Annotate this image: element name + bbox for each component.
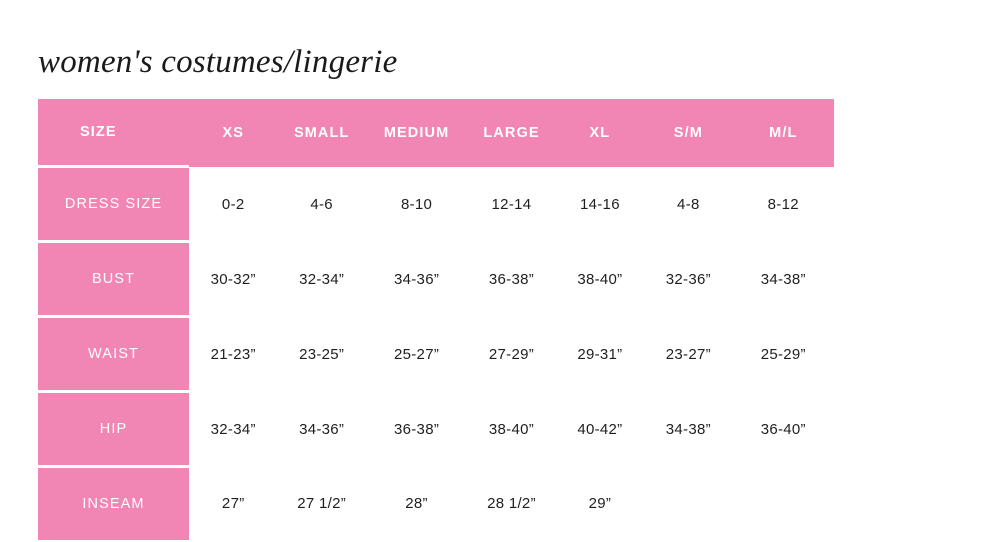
- cell-waist-small: 23-25”: [299, 345, 345, 363]
- cell-dress-size-xl: 14-16: [579, 195, 620, 213]
- cell-dress-size-small: 4-6: [310, 195, 333, 213]
- cell-inseam-sm: [644, 467, 732, 541]
- table-row: [38, 167, 834, 242]
- cell-inseam-large: 28 1/2”: [487, 494, 536, 512]
- cell-inseam-medium: 28”: [405, 494, 428, 512]
- cell-hip-large: 38-40”: [488, 420, 535, 438]
- column-header-large: LARGE: [467, 99, 555, 167]
- page-title: women's costumes/lingerie: [38, 44, 398, 80]
- cell-waist-medium: 25-27”: [393, 345, 440, 363]
- column-header-ml: M/L: [733, 99, 834, 167]
- column-header-xl: XL: [556, 99, 644, 167]
- cell-hip-sm: 34-38”: [665, 420, 711, 438]
- cell-bust-xs: 30-32”: [210, 270, 256, 288]
- cell-bust-small: 32-34”: [299, 270, 345, 288]
- row-label-dress-size: DRESS SIZE: [38, 167, 189, 242]
- table-row: [38, 392, 834, 467]
- cell-bust-large: 36-38”: [488, 270, 535, 288]
- cell-inseam-small: 27 1/2”: [297, 494, 347, 512]
- row-label-bust: BUST: [38, 242, 189, 317]
- cell-waist-large: 27-29”: [488, 345, 535, 363]
- table-header-row: [38, 99, 834, 167]
- row-label-waist: WAIST: [38, 317, 189, 392]
- table-row: [38, 317, 834, 392]
- size-chart-table: [38, 99, 834, 540]
- cell-inseam-xl: 29”: [588, 494, 612, 512]
- cell-inseam-xs: 27”: [221, 494, 245, 512]
- cell-hip-medium: 36-38”: [393, 420, 440, 438]
- cell-dress-size-large: 12-14: [491, 195, 532, 213]
- table-row: [38, 467, 834, 541]
- cell-waist-sm: 23-27”: [665, 345, 711, 363]
- cell-bust-xl: 38-40”: [577, 270, 623, 288]
- cell-dress-size-medium: 8-10: [400, 195, 433, 213]
- column-header-xs: XS: [189, 99, 277, 167]
- cell-inseam-ml: [733, 467, 834, 541]
- column-header-size: SIZE: [38, 99, 189, 167]
- cell-hip-small: 34-36”: [299, 420, 345, 438]
- cell-hip-ml: 36-40”: [760, 420, 806, 438]
- column-header-sm: S/M: [644, 99, 732, 167]
- row-label-inseam: INSEAM: [38, 467, 189, 541]
- cell-dress-size-ml: 8-12: [767, 195, 799, 213]
- cell-hip-xs: 32-34”: [210, 420, 256, 438]
- cell-bust-sm: 32-36”: [665, 270, 711, 288]
- cell-hip-xl: 40-42”: [577, 420, 623, 438]
- cell-bust-medium: 34-36”: [393, 270, 440, 288]
- cell-dress-size-sm: 4-8: [677, 195, 700, 213]
- row-label-hip: HIP: [38, 392, 189, 467]
- cell-waist-xs: 21-23”: [210, 345, 256, 363]
- table-row: [38, 242, 834, 317]
- column-header-medium: MEDIUM: [366, 99, 467, 167]
- cell-bust-ml: 34-38”: [760, 270, 806, 288]
- cell-waist-xl: 29-31”: [577, 345, 623, 363]
- column-header-small: SMALL: [277, 99, 365, 167]
- cell-waist-ml: 25-29”: [760, 345, 806, 363]
- cell-dress-size-xs: 0-2: [221, 195, 245, 213]
